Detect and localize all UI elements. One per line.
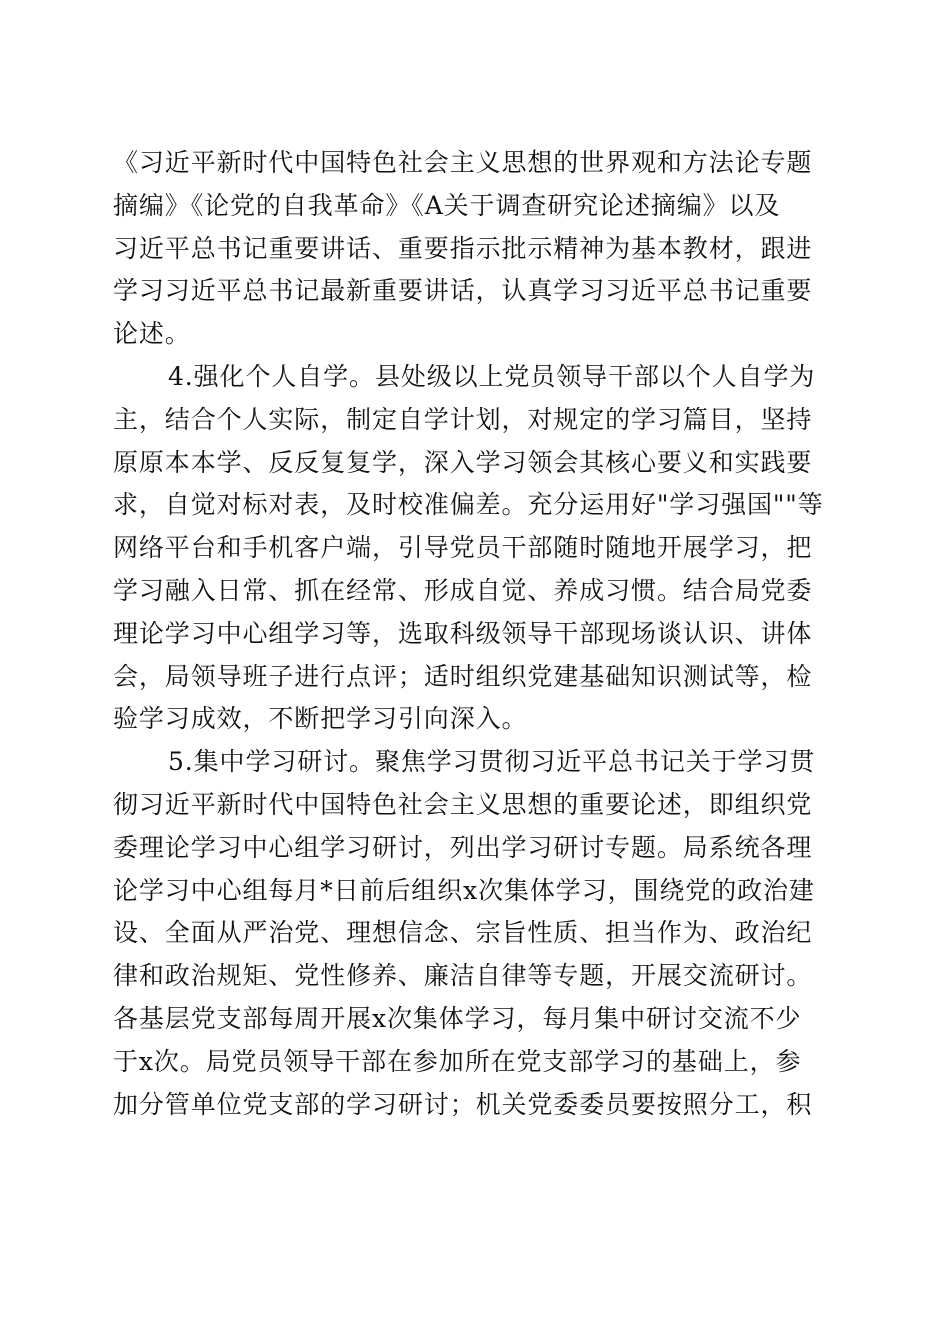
paragraph-4 xyxy=(113,356,825,741)
text-line: 律和政治规矩、党性修养、廉洁自律等专题，开展交流研讨。 xyxy=(113,961,813,991)
text-line: 验学习成效，不断把学习引向深入。 xyxy=(113,704,528,734)
text-line: 习近平总书记重要讲话、重要指示批示精神为基本教材，跟进 xyxy=(113,233,813,263)
text-line: 摘编》《论党的自我革命》《A关于调查研究论述摘编》以及 xyxy=(113,190,781,220)
text-line: 网络平台和手机客户端，引导党员干部随时随地开展学习，把 xyxy=(113,533,813,563)
document-body xyxy=(113,142,825,1126)
text-line: 各基层党支部每周开展x次集体学习，每月集中研讨交流不少 xyxy=(113,1003,802,1033)
text-line: 原原本本学、反反复复学，深入学习领会其核心要义和实践要 xyxy=(113,447,813,477)
text-line: 会，局领导班子进行点评；适时组织党建基础知识测试等，检 xyxy=(113,661,813,691)
text-line: 《习近平新时代中国特色社会主义思想的世界观和方法论专题 xyxy=(113,148,813,177)
text-line: 论述。 xyxy=(113,319,191,349)
text-line: 4.强化个人自学。县处级以上党员领导干部以个人自学为 xyxy=(168,361,816,391)
text-line: 彻习近平新时代中国特色社会主义思想的重要论述，即组织党 xyxy=(113,789,813,819)
text-line: 设、全面从严治党、理想信念、宗旨性质、担当作为、政治纪 xyxy=(113,918,813,948)
text-line: 理论学习中心组学习等，选取科级领导干部现场谈认识、讲体 xyxy=(113,618,813,648)
text-line: 委理论学习中心组学习研讨，列出学习研讨专题。局系统各理 xyxy=(113,832,813,862)
text-line: 5.集中学习研讨。聚焦学习贯彻习近平总书记关于学习贯 xyxy=(168,747,816,777)
text-line: 于x次。局党员领导干部在参加所在党支部学习的基础上，参 xyxy=(113,1046,802,1076)
paragraph-continued xyxy=(113,142,825,356)
text-line: 主，结合个人实际，制定自学计划，对规定的学习篇目，坚持 xyxy=(113,404,813,434)
text-line: 学习融入日常、抓在经常、形成自觉、养成习惯。结合局党委 xyxy=(113,575,813,605)
text-line: 求，自觉对标对表，及时校准偏差。充分运用好"学习强国""等 xyxy=(113,490,824,520)
text-line: 论学习中心组每月*日前后组织x次集体学习，围绕党的政治建 xyxy=(113,875,815,905)
paragraph-5 xyxy=(113,741,825,1126)
text-line: 学习习近平总书记最新重要讲话，认真学习习近平总书记重要 xyxy=(113,276,813,306)
text-line: 加分管单位党支部的学习研讨；机关党委委员要按照分工，积 xyxy=(113,1089,813,1119)
